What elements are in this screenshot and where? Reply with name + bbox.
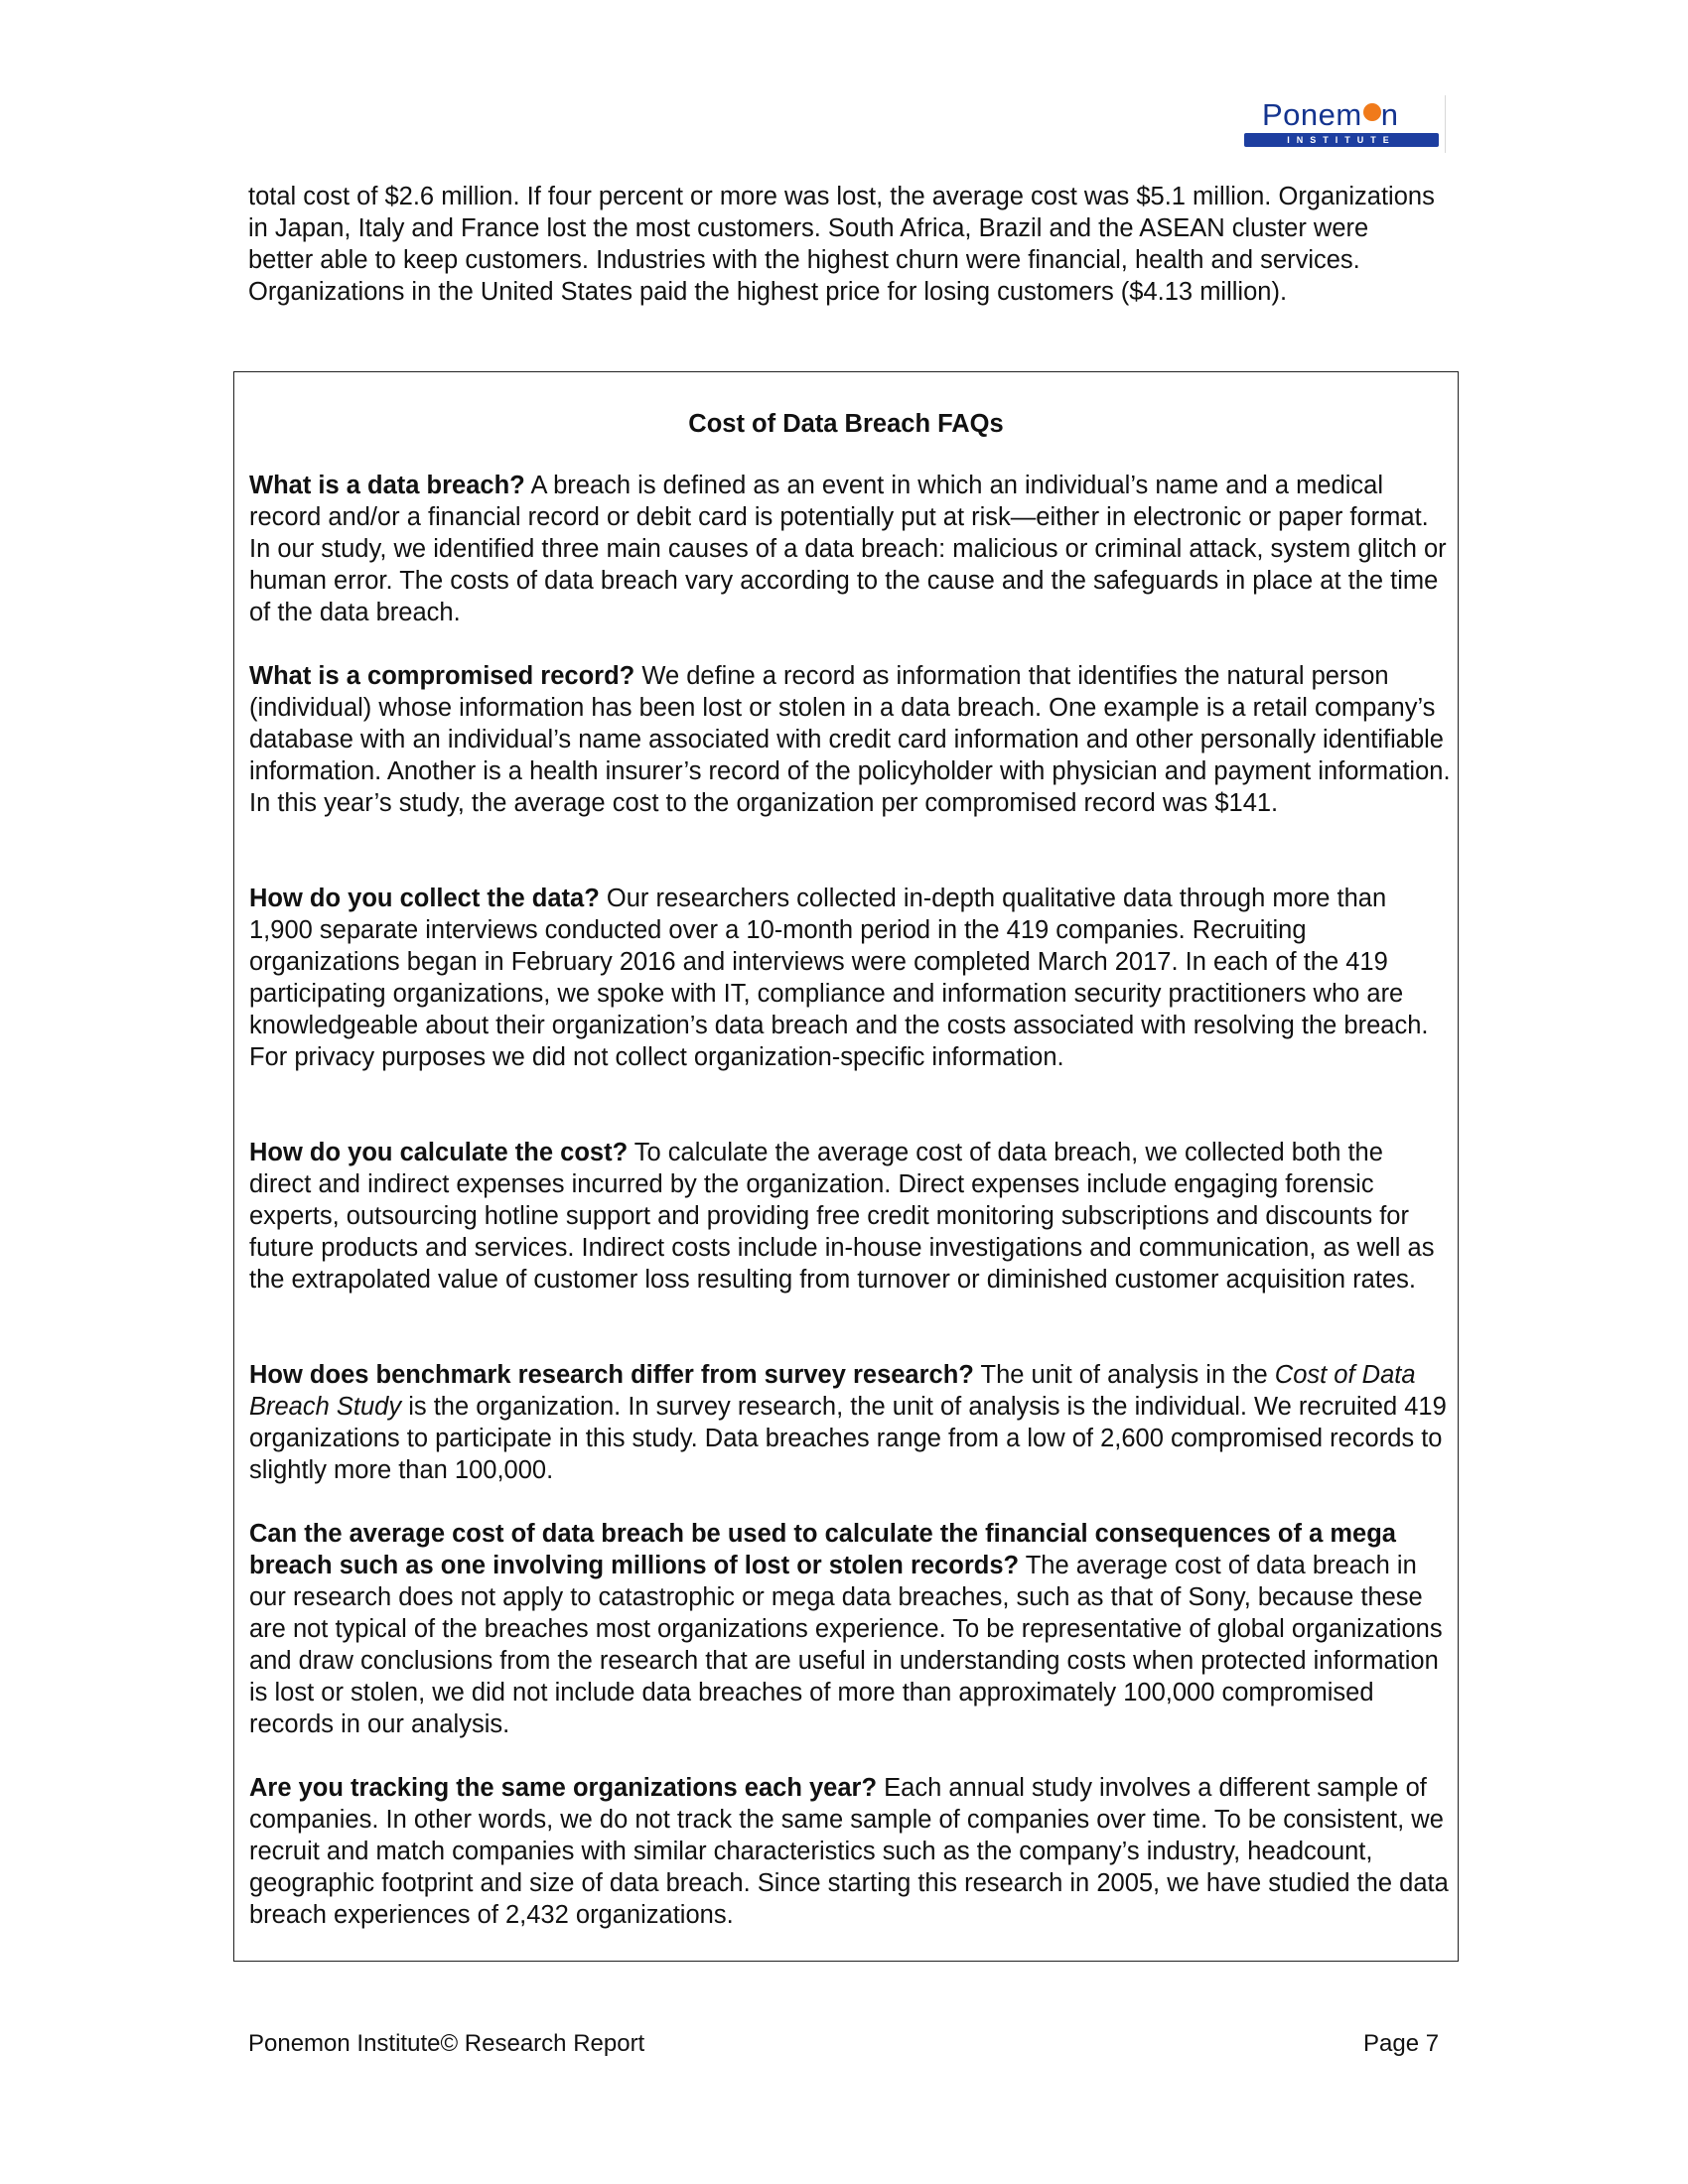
faq-item: [249, 1518, 1451, 1740]
logo-sun-icon: [1362, 97, 1381, 133]
faq-item: [249, 660, 1451, 819]
logo-subtitle: INSTITUTE: [1244, 133, 1439, 147]
faq-answer: We define a record as information that identifies the natural person (individual) whose information has been lost or stolen in a data breach. One example is a retail company’s database with an individual’s name associated with credit card information and other personally identifiable information. Another is a health insurer’s record of the policyholder with physician and payment information. In this year’s study, the average cost to the organization per compromised record was $141.: [249, 662, 1451, 817]
faq-item: [249, 1137, 1451, 1296]
intro-paragraph: total cost of $2.6 million. If four percent or more was lost, the average cost was $5.1 million. Organizations in Japan, Italy and France lost the most customers. South Africa, Brazil and the ASEAN cluster were better able to keep customers. Industries with the highest churn were financial, health and services. Organizations in the United States paid the highest price for losing customers ($4.13 million).: [248, 183, 1435, 306]
faq-answer: To calculate the average cost of data breach, we collected both the direct and indirect expenses incurred by the organization. Direct expenses include engaging forensic experts, outsourcing hotline support and providing free credit monitoring subscriptions and discounts for future products and services. Indirect costs include in-house investigations and communication, as well as the extrapolated value of customer loss resulting from turnover or diminished customer acquisition rates.: [249, 1139, 1435, 1294]
logo-text-pre: Ponem: [1262, 97, 1362, 132]
faq-answer: Each annual study involves a different sample of companies. In other words, we do not track the same sample of companies over time. To be consistent, we recruit and match companies with similar characteristics such as the company’s industry, headcount, geographic footprint and size of data breach. Since starting this research in 2005, we have studied the data breach experiences of 2,432 organizations.: [249, 1774, 1449, 1929]
ponemon-logo: [1236, 95, 1446, 153]
faq-answer: The average cost of data breach in our research does not apply to catastrophic or mega data breaches, such as that of Sony, because these are not typical of the breaches most organizations experience. To be representative of global organizations and draw conclusions from the research that are useful in understanding costs when protected information is lost or stolen, we did not include data breaches of more than approximately 100,000 compromised records in our analysis.: [249, 1552, 1443, 1738]
faq-answer-pre: The unit of analysis in the: [980, 1361, 1268, 1389]
faq-answer: Our researchers collected in-depth qualitative data through more than 1,900 separate interviews conducted over a 10-month period in the 419 companies. Recruiting organizations began in February 2016 and interviews were completed March 2017. In each of the 419 participating organizations, we spoke with IT, compliance and information security practitioners who are knowledgeable about their organization’s data breach and the costs associated with resolving the breach. For privacy purposes we did not collect organization-specific information.: [249, 885, 1429, 1071]
faq-question: What is a data breach?: [249, 472, 525, 499]
logo-text-post: n: [1380, 97, 1399, 132]
faq-item: [249, 883, 1451, 1073]
faq-question: How do you collect the data?: [249, 885, 600, 912]
faq-title: Cost of Data Breach FAQs: [688, 410, 1004, 438]
faq-question: What is a compromised record?: [249, 662, 635, 690]
footer-page-number: Page 7: [1363, 2030, 1440, 2057]
logo-wordmark: [1262, 97, 1398, 133]
footer-report-name: Ponemon Institute© Research Report: [248, 2030, 645, 2057]
faq-item: [249, 1359, 1451, 1486]
faq-question: How does benchmark research differ from survey research?: [249, 1361, 974, 1389]
faq-answer-italic: Cost of Data Breach Study: [249, 1361, 1416, 1421]
faq-question: Are you tracking the same organizations each year?: [249, 1774, 878, 1802]
faq-answer: A breach is defined as an event in which an individual’s name and a medical record and/or a financial record or debit card is potentially put at risk—either in electronic or paper format. In our study, we identified three main causes of a data breach: malicious or criminal attack, system glitch or human error. The costs of data breach vary according to the cause and the safeguards in place at the time of the data breach.: [249, 472, 1447, 626]
faq-item: [249, 1772, 1451, 1931]
faq-question: How do you calculate the cost?: [249, 1139, 629, 1166]
faq-answer-post: is the organization. In survey research, the unit of analysis is the individual. We recruited 419 organizations to participate in this study. Data breaches range from a low of 2,600 compromised records to slightly more than 100,000.: [249, 1393, 1447, 1484]
faq-box: [233, 371, 1459, 1962]
faq-question: Can the average cost of data breach be used to calculate the financial consequences of a mega breach such as one involving millions of lost or stolen records?: [249, 1520, 1396, 1579]
faq-item: [249, 470, 1451, 628]
